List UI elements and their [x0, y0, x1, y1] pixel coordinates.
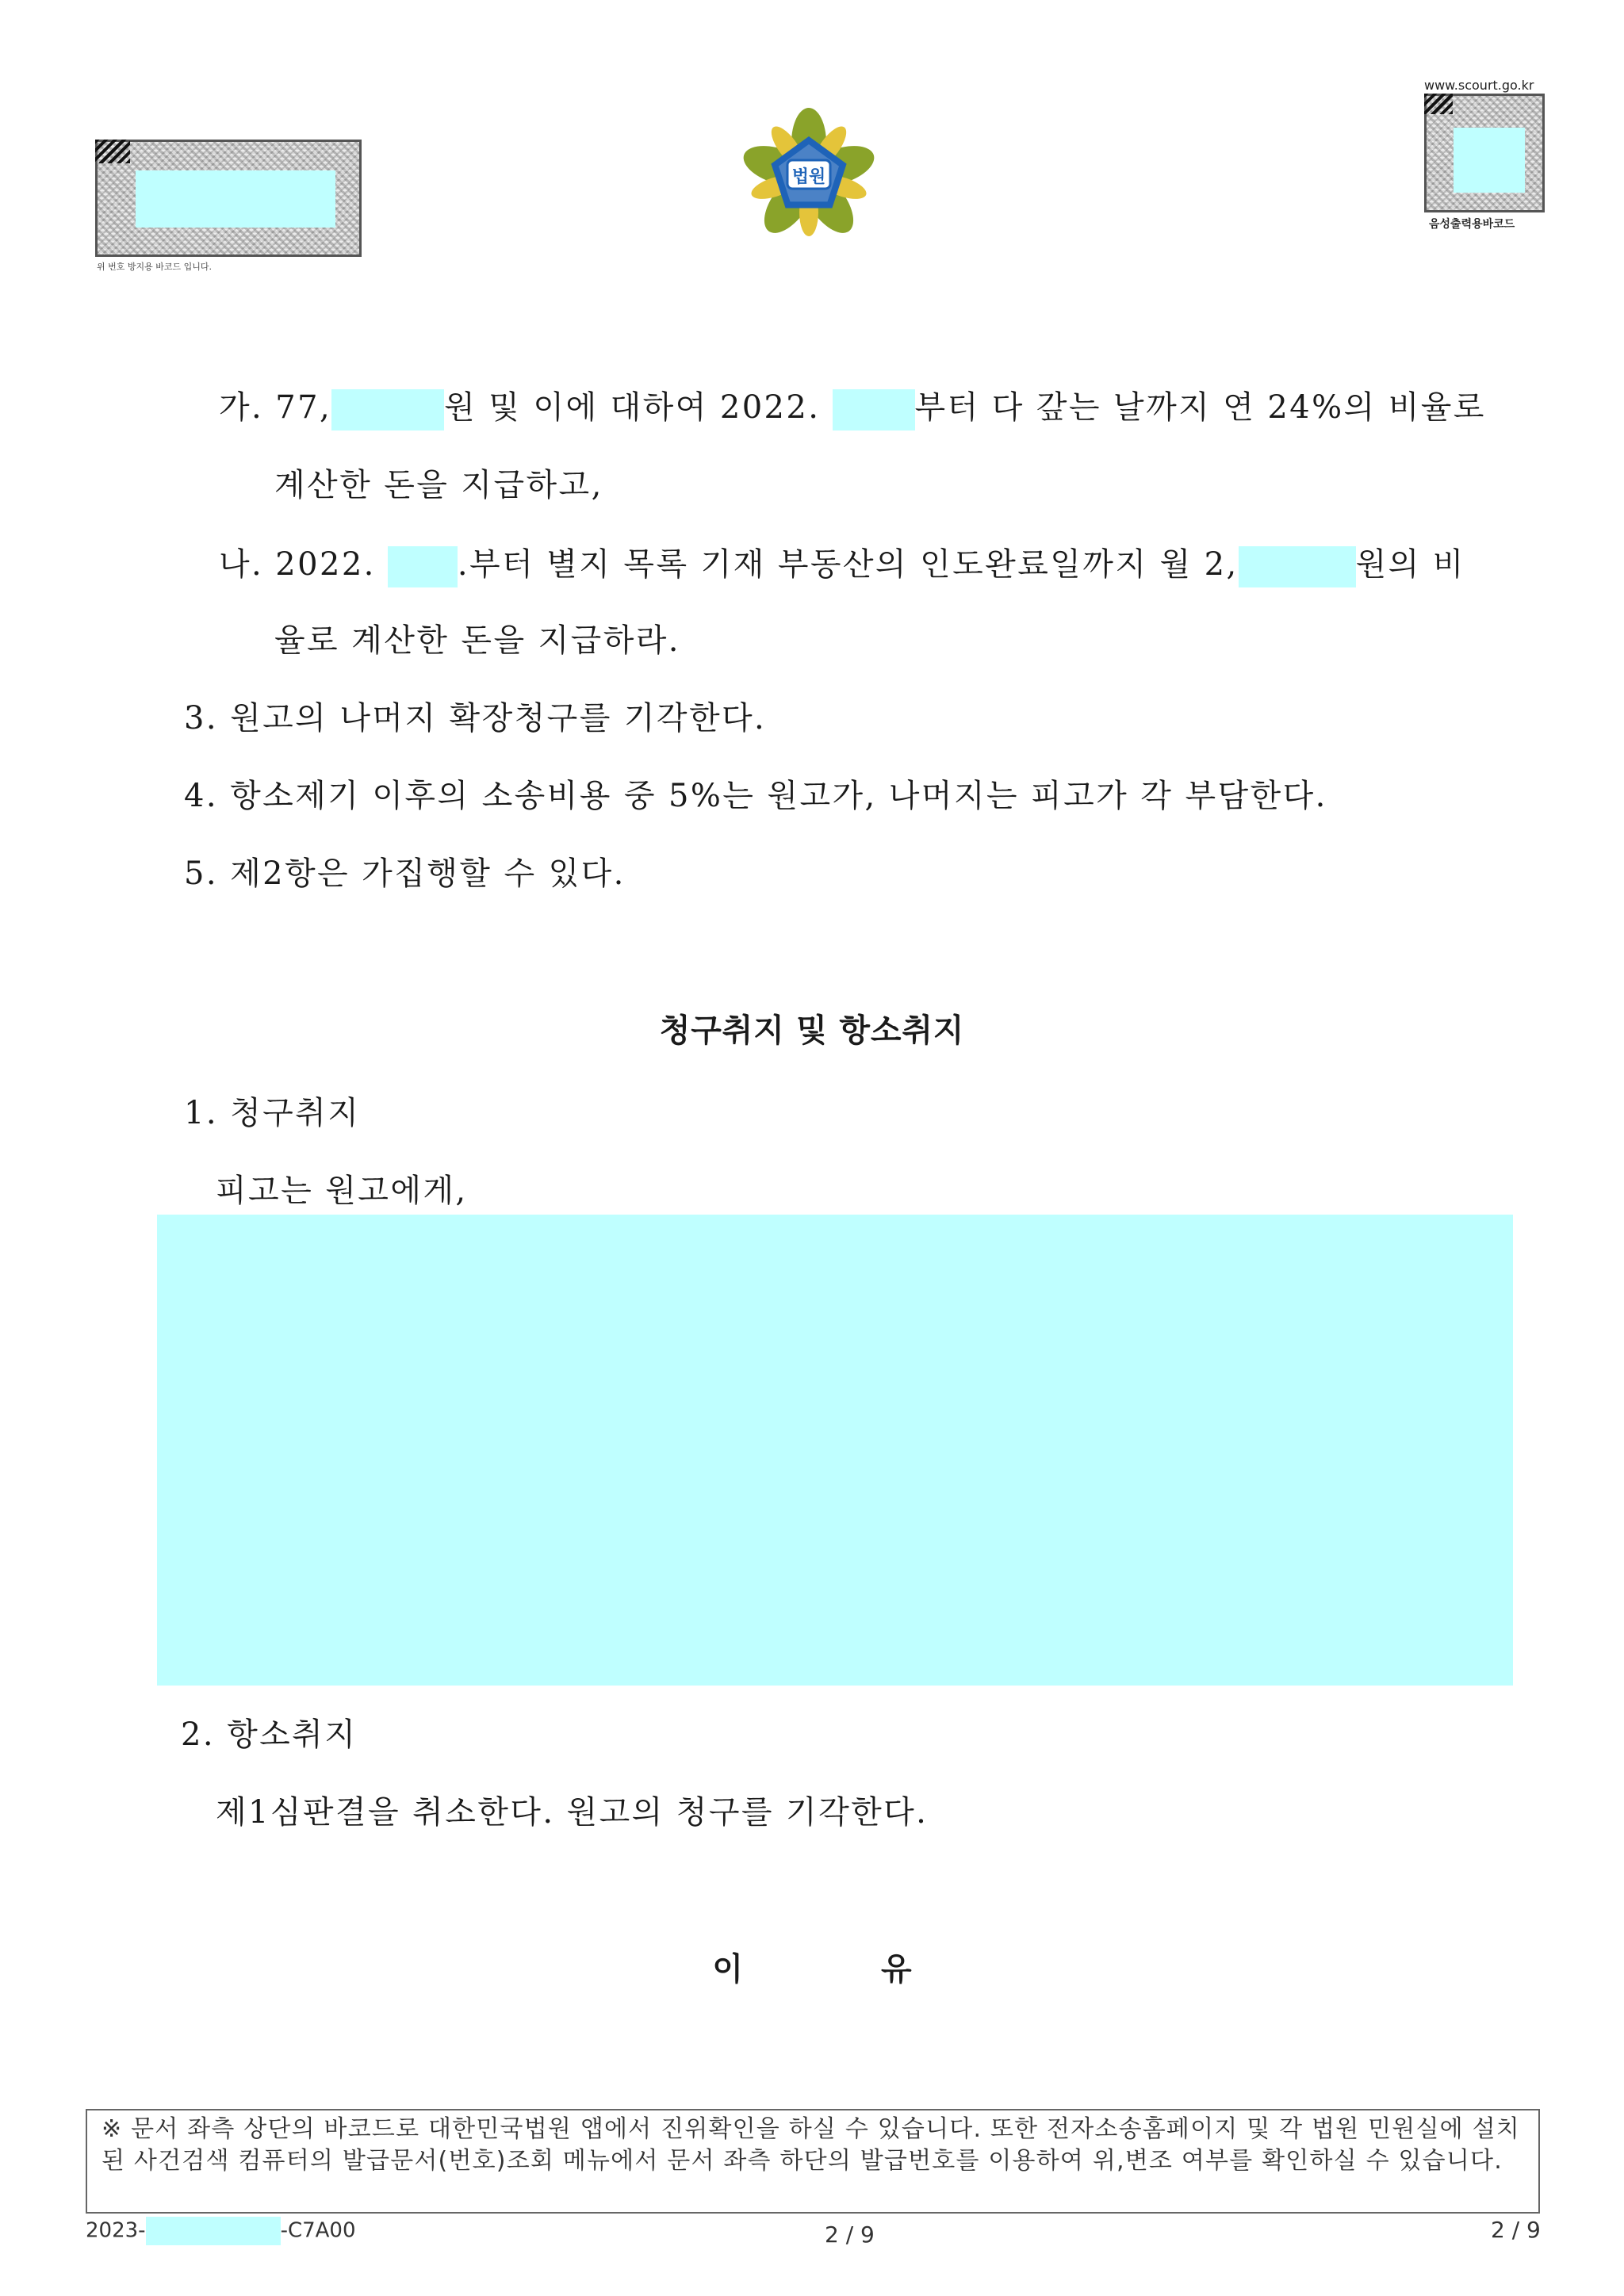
claim-intro: 피고는 원고에게,	[216, 1173, 468, 1209]
order-item-4: 4. 항소제기 이후의 소송비용 중 5%는 원고가, 나머지는 피고가 각 부담한다.	[184, 778, 1327, 814]
issue-number	[86, 2217, 356, 2245]
item-label: 나.	[219, 546, 264, 583]
section-heading-claims: 청구취지 및 항소취지	[659, 1012, 965, 1049]
appeal-text: 제1심판결을 취소한다. 원고의 청구를 기각한다.	[216, 1794, 929, 1831]
text-segment: 2022.	[275, 546, 376, 583]
amount-prefix: 77,	[275, 389, 332, 426]
issue-number-suffix: -C7A00	[280, 2218, 356, 2243]
verification-notice-box	[86, 2109, 1540, 2214]
order-item-5: 5. 제2항은 가집행할 수 있다.	[184, 855, 626, 892]
court-url: www.scourt.go.kr	[1424, 78, 1534, 93]
redaction-block	[388, 546, 458, 587]
seal-text: 법원	[791, 167, 826, 187]
redaction-block	[146, 2217, 281, 2245]
court-seal-logo	[733, 100, 885, 247]
item-label: 가.	[219, 389, 264, 426]
section-heading-reasons: 이 유	[712, 1951, 912, 1988]
page-number-right: 2 / 9	[1491, 2217, 1541, 2243]
barcode-corner-mark	[95, 140, 130, 163]
verification-notice: ※ 문서 좌측 상단의 바코드로 대한민국법원 앱에서 진위확인을 하실 수 있습니다. 또한 전자소송홈페이지 및 각 법원 민원실에 설치된 사건검색 컴퓨터의 발급문서(번호)조회 메뉴에서 문서 좌측 하단의 발급번호를 이용하여 위,변조 여부를 확인하실 수 있습니다.	[102, 2115, 1520, 2175]
redaction-block	[136, 170, 335, 228]
page-number-center: 2 / 9	[825, 2221, 875, 2248]
redacted-claim-content	[157, 1215, 1513, 1686]
qr-caption: 음성출력용바코드	[1429, 218, 1515, 231]
issue-number-prefix: 2023-	[86, 2218, 146, 2243]
redaction-block	[331, 389, 444, 430]
document-barcode	[95, 140, 362, 257]
qr-corner-mark	[1424, 94, 1453, 114]
order-item-na-continued: 율로 계산한 돈을 지급하라.	[274, 622, 680, 659]
order-item-3: 3. 원고의 나머지 확장청구를 기각한다.	[184, 700, 767, 737]
redaction-block	[1239, 546, 1356, 587]
text-segment: .부터 별지 목록 기재 부동산의 인도완료일까지 월 2,	[457, 546, 1239, 583]
barcode-caption: 위 번호 방지용 바코드 입니다.	[97, 262, 212, 272]
claim-title: 1. 청구취지	[184, 1095, 361, 1131]
redaction-block	[1454, 128, 1525, 193]
order-item-ga	[219, 382, 1486, 430]
order-item-ga-continued: 계산한 돈을 지급하고,	[274, 467, 603, 503]
redaction-block	[833, 389, 915, 430]
text-segment: 원 및 이에 대하여 2022.	[444, 389, 821, 426]
qr-code	[1424, 94, 1545, 212]
order-item-na	[219, 539, 1465, 587]
appeal-title: 2. 항소취지	[181, 1716, 358, 1753]
text-segment: 부터 다 갚는 날까지 연 24%의 비율로	[914, 389, 1486, 426]
text-segment: 원의 비	[1355, 546, 1465, 583]
